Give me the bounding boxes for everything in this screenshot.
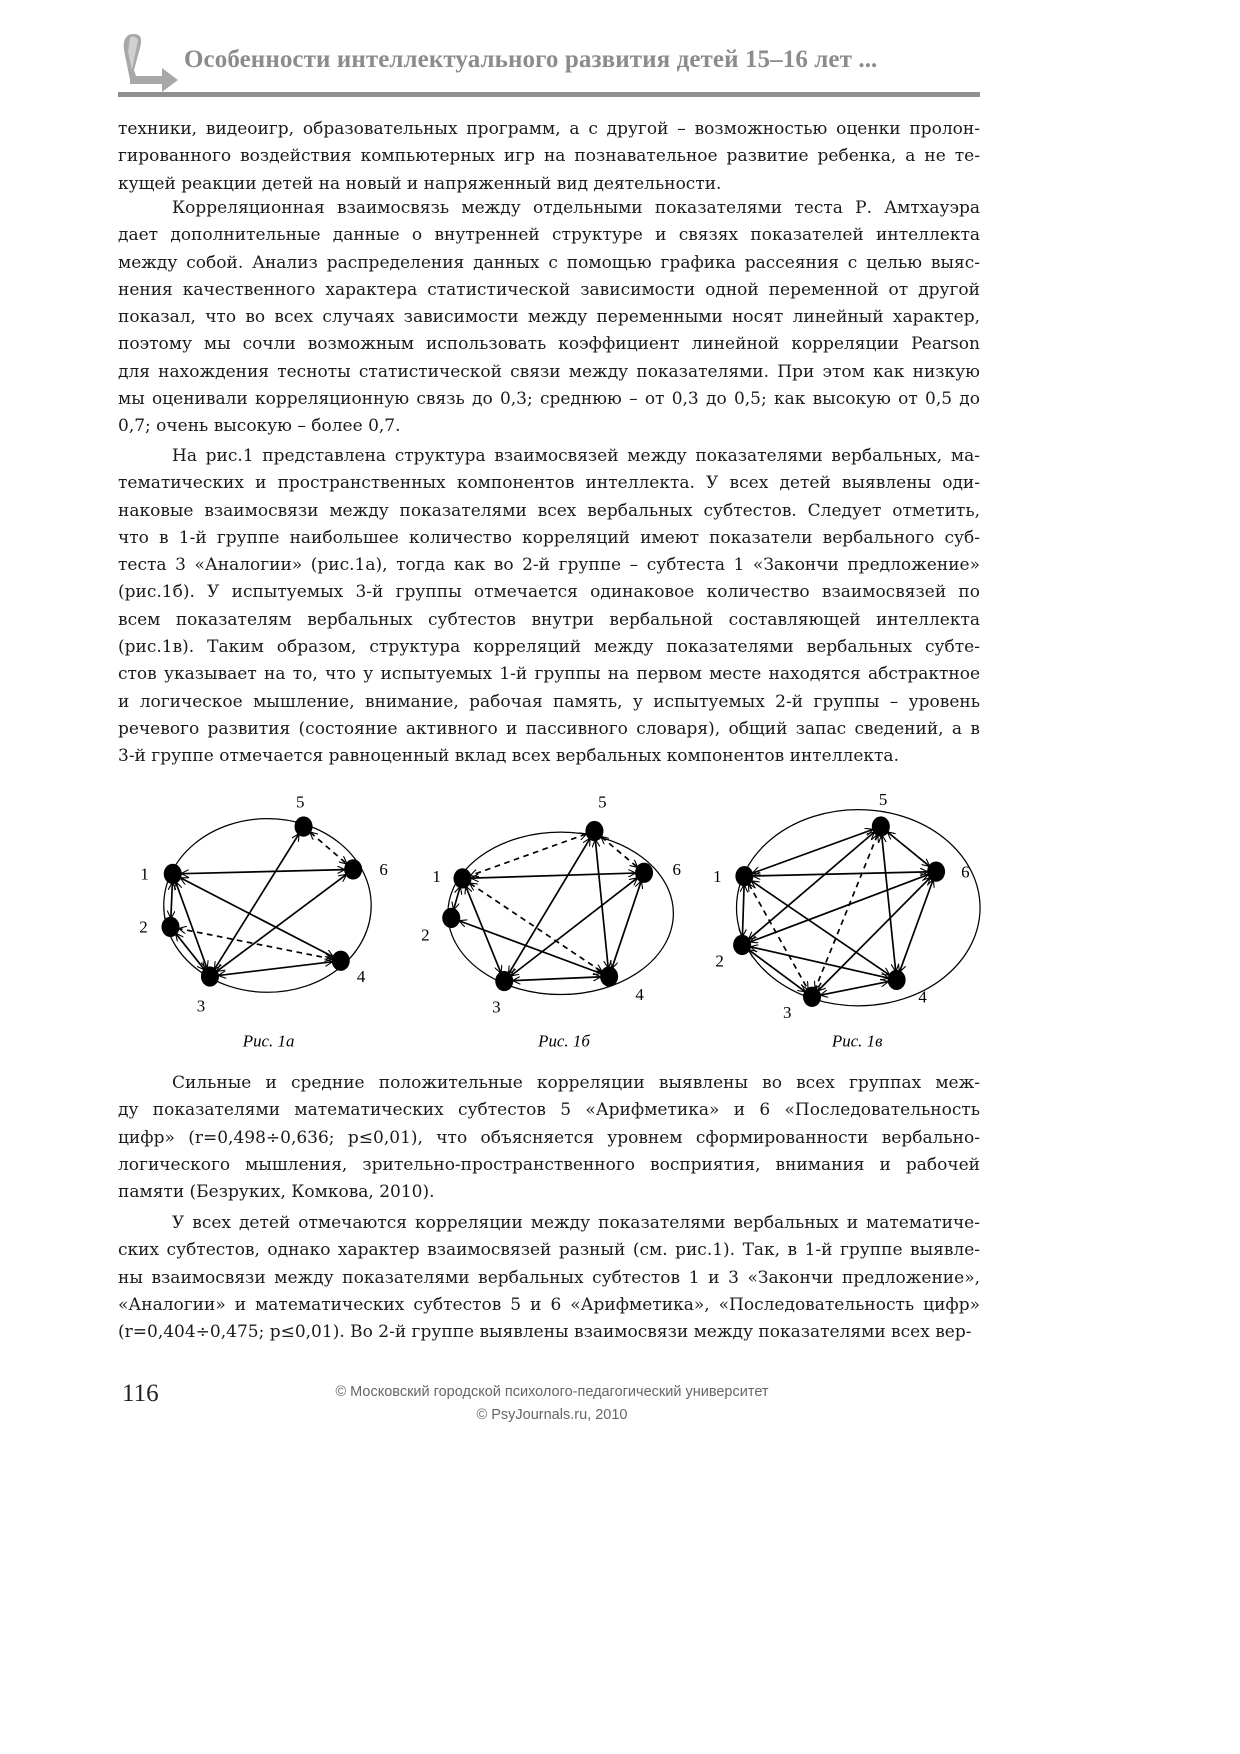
text-line: ны взаимосвязи между показателями вербальных субтестов 1 и 3 «Закончи предложение», <box>118 1267 980 1288</box>
correlation-edge-1-2 <box>742 885 744 936</box>
subtest-node-2 <box>442 908 460 928</box>
subtest-node-3 <box>201 966 219 986</box>
figure-panel <box>421 792 681 1050</box>
text-line: памяти (Безруких, Комкова, 2010). <box>118 1182 435 1203</box>
subtest-node-3 <box>495 971 513 991</box>
subtest-node-2 <box>733 935 751 955</box>
subtest-node-1 <box>735 866 753 886</box>
correlation-edge-1-4 <box>752 881 889 975</box>
correlation-edge-5-6 <box>310 832 346 863</box>
paragraph <box>118 1210 980 1346</box>
subtest-node-2 <box>161 917 179 937</box>
subtest-node-6 <box>635 863 653 883</box>
correlation-edge-6-4 <box>900 880 933 971</box>
paragraph <box>118 116 980 198</box>
copyright-university: © Московский городской психолого-педагогический университет <box>335 1384 769 1400</box>
correlation-edge-5-6 <box>888 832 929 866</box>
correlation-edge-6-3 <box>511 878 637 975</box>
correlation-edge-5-1 <box>753 830 872 873</box>
group-circle <box>448 832 674 994</box>
subtest-node-5 <box>295 816 313 836</box>
correlation-edge-5-4 <box>595 840 608 967</box>
correlation-edge-5-6 <box>601 837 637 867</box>
correlation-edge-6-3 <box>217 875 346 971</box>
node-label: 6 <box>672 860 681 880</box>
text-line: поэтому мы сочли возможным использовать коэффициент линейной корреляции Pearson <box>118 334 980 355</box>
correlation-edge-5-2 <box>749 832 874 939</box>
correlation-edge-1-2 <box>454 887 460 909</box>
running-header-title: Особенности интеллектуального развития детей 15–16 лет ... <box>184 46 878 73</box>
text-line: Сильные и средние положительные корреляции выявлены во всех группах меж- <box>172 1073 980 1093</box>
correlation-edge-6-1 <box>472 873 635 878</box>
node-label: 4 <box>356 967 366 987</box>
text-line: для нахождения тесноты статистической связи между показателями. При этом как низкую <box>118 361 980 382</box>
figure-caption: Рис. 1в <box>831 1031 883 1051</box>
text-line: стов указывает на то, что у испытуемых 1-й группы на первом месте находятся абстрактное <box>118 664 980 685</box>
text-line: цифр» (r=0,498÷0,636; p≤0,01), что объясняется уровнем сформированности вербально- <box>118 1127 980 1148</box>
correlation-edge-5-4 <box>882 836 896 971</box>
correlation-edge-3-4 <box>513 977 600 981</box>
correlation-edge-5-3 <box>815 835 877 989</box>
text-line: и логическое мышление, внимание, рабочая память, у испытуемых 2-й группы – уровень <box>118 691 980 712</box>
subtest-node-5 <box>585 821 603 841</box>
correlation-edge-1-3 <box>176 882 207 968</box>
paragraph <box>118 443 980 771</box>
node-label: 5 <box>878 790 888 810</box>
paragraph <box>118 1070 980 1206</box>
text-line: (рис.1в). Таким образом, структура корреляций между показателями вербальных субте- <box>118 637 980 658</box>
node-label: 1 <box>713 866 722 886</box>
correlation-edge-1-6 <box>182 870 344 874</box>
node-label: 4 <box>918 987 927 1007</box>
figure-caption: Рис. 1а <box>242 1031 295 1051</box>
text-line: (r=0,404÷0,475; p≤0,01). Во 2-й группе выявлены взаимосвязи между показателями всех вер- <box>118 1322 972 1343</box>
subtest-node-1 <box>164 864 182 884</box>
subtest-node-3 <box>803 987 821 1007</box>
text-line: речевого развития (состояние активного и пассивного словаря), общий запас сведений, а в <box>118 718 980 739</box>
node-label: 3 <box>196 996 206 1016</box>
node-label: 1 <box>140 864 149 884</box>
text-line: ских субтестов, однако характер взаимосвязей разный (см. рис.1). Так, в 1-й группе выявле- <box>118 1240 980 1261</box>
correlation-edge-5-3 <box>509 839 590 973</box>
text-line: У всех детей отмечаются корреляции между показателями вербальных и математиче- <box>172 1213 980 1233</box>
text-line: дает дополнительные данные о внутренней структуре и связях показателей интеллекта <box>118 225 980 246</box>
text-line: На рис.1 представлена структура взаимосвязей между показателями вербальных, ма- <box>172 446 980 466</box>
node-label: 2 <box>421 925 430 945</box>
subtest-node-6 <box>927 861 945 881</box>
node-label: 4 <box>635 985 644 1005</box>
correlation-edge-2-4 <box>751 947 888 978</box>
text-line: (рис.1б). У испытуемых 3-й группы отмечается одинаковое количество взаимосвязей по <box>118 582 980 603</box>
node-label: 6 <box>379 860 388 880</box>
page-number: 116 <box>122 1380 159 1407</box>
figure-1-correlation-diagrams <box>113 778 1015 1060</box>
text-line: между собой. Анализ распределения данных с помощью графика рассеяния с целью выяс- <box>118 252 980 273</box>
correlation-edge-3-4 <box>219 962 332 976</box>
text-line: Корреляционная взаимосвязь между отдельными показателями теста Р. Амтхауэра <box>172 198 980 218</box>
node-label: 3 <box>492 997 501 1017</box>
paragraph <box>118 195 980 441</box>
correlation-edge-5-1 <box>471 834 586 875</box>
text-line: теста 3 «Аналогии» (рис.1а), тогда как во 2-й группе – субтеста 1 «Закончи предложение» <box>118 555 980 576</box>
header-divider <box>118 92 980 97</box>
text-line: 3-й группе отмечается равноценный вклад всех вербальных компонентов интеллекта. <box>118 746 899 767</box>
copyright-psyjournals: © PsyJournals.ru, 2010 <box>476 1407 628 1423</box>
subtest-node-4 <box>600 966 618 986</box>
curved-arrow-logo-icon <box>116 30 182 92</box>
node-label: 1 <box>432 866 441 886</box>
correlation-edge-4-2 <box>460 921 601 973</box>
correlation-edge-1-2 <box>171 883 172 918</box>
subtest-node-1 <box>454 868 472 888</box>
text-line: «Аналогии» и математических субтестов 5 и 6 «Арифметика», «Последовательность цифр» <box>118 1294 980 1315</box>
text-line: гированного воздействия компьютерных игр на познавательное развитие ребенка, а не те- <box>118 146 980 167</box>
node-label: 3 <box>783 1003 792 1023</box>
figure-caption: Рис. 1б <box>538 1031 590 1051</box>
text-line: всем показателям вербальных субтестов внутри вербальной составляющей интеллекта <box>118 609 980 630</box>
correlation-edge-3-4 <box>821 982 888 995</box>
figure-panel <box>713 790 980 1050</box>
subtest-node-5 <box>872 816 890 836</box>
text-line: тематических и пространственных компонентов интеллекта. У всех детей выявлены оди- <box>118 473 980 494</box>
node-label: 5 <box>295 792 305 812</box>
figure-panel <box>139 792 388 1050</box>
text-line: мы оценивали корреляционную связь до 0,3; среднюю – от 0,3 до 0,5; как высокую от 0,5 до <box>118 389 980 410</box>
text-line: показал, что во всех случаях зависимости между переменными носят линейный характер, <box>118 307 980 328</box>
text-line: нения качественного характера статистической зависимости одной переменной от другой <box>118 279 980 300</box>
correlation-edge-6-1 <box>753 872 927 876</box>
node-label: 5 <box>598 792 607 812</box>
text-line: техники, видеоигр, образовательных программ, а с другой – возможностью оценки пролон- <box>118 119 980 139</box>
text-line: логического мышления, зрительно-пространственного восприятия, внимания и рабочей <box>118 1154 980 1175</box>
group-circle <box>737 810 981 1006</box>
subtest-node-6 <box>344 859 362 879</box>
subtest-node-4 <box>332 951 350 971</box>
text-line: наковые взаимосвязи между показателями всех вербальных субтестов. Следует отметить, <box>118 500 980 521</box>
text-line: кущей реакции детей на новый и напряженный вид деятельности. <box>118 173 722 194</box>
text-line: ду показателями математических субтестов 5 «Арифметика» и 6 «Последовательность <box>118 1100 980 1121</box>
node-label: 2 <box>715 951 724 971</box>
node-label: 6 <box>961 862 970 882</box>
text-line: что в 1-й группе наибольшее количество корреляций имеют показатели вербального суб- <box>118 527 980 548</box>
subtest-node-4 <box>888 970 906 990</box>
node-label: 2 <box>139 917 148 937</box>
text-line: 0,7; очень высокую – более 0,7. <box>118 416 401 437</box>
